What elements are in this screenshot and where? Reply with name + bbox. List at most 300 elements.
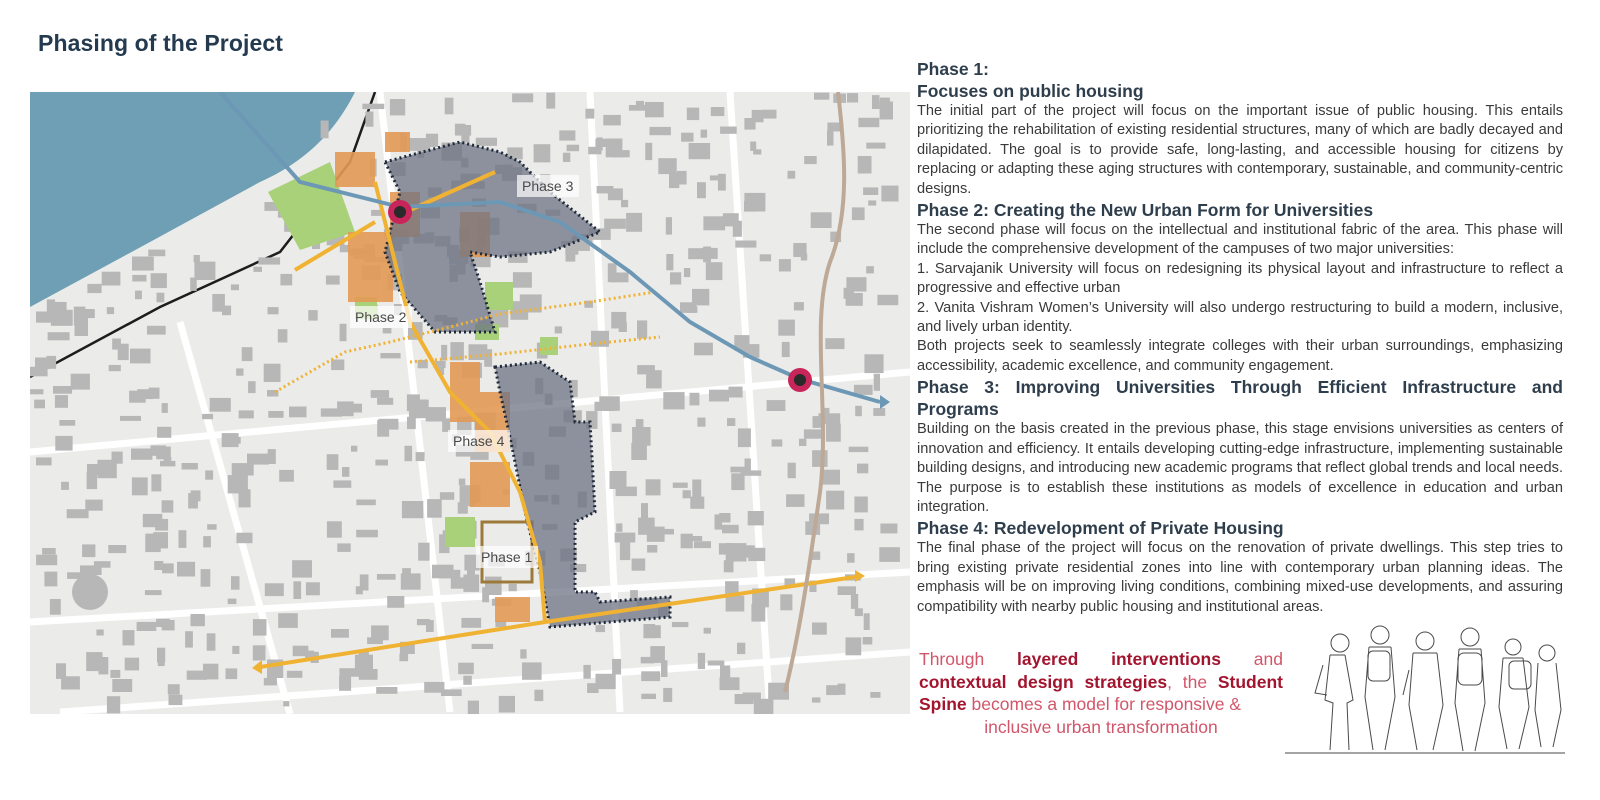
building	[767, 400, 786, 411]
building	[620, 542, 630, 560]
building	[376, 687, 397, 694]
phase1-label: Phase 1:	[917, 59, 989, 79]
building	[719, 513, 730, 523]
building	[520, 649, 526, 658]
building	[706, 262, 723, 280]
building	[658, 158, 676, 174]
building	[866, 266, 874, 273]
building	[637, 320, 647, 338]
building	[641, 671, 660, 681]
building	[85, 500, 102, 511]
building	[522, 662, 542, 679]
building	[148, 250, 165, 257]
building	[458, 663, 474, 675]
building	[534, 690, 543, 701]
building	[468, 701, 479, 714]
quote-text: becomes a model for responsive &	[966, 694, 1241, 714]
building	[59, 420, 75, 426]
building	[690, 393, 700, 406]
building	[681, 133, 693, 142]
building	[110, 670, 120, 678]
building	[132, 257, 154, 271]
building	[149, 388, 160, 399]
building	[86, 652, 102, 671]
building	[701, 130, 708, 138]
building	[677, 171, 687, 185]
building	[333, 480, 351, 487]
building	[74, 307, 86, 326]
quote-text: , the	[1167, 671, 1218, 692]
building	[337, 543, 350, 552]
building	[321, 121, 329, 139]
building	[485, 577, 502, 595]
building	[80, 565, 102, 575]
building	[645, 102, 664, 117]
building	[441, 689, 462, 696]
building	[48, 332, 70, 340]
building	[71, 374, 90, 390]
building	[194, 262, 215, 280]
phase3-body: Building on the basis created in the previous phase, this stage envisions universities as centers of innovation and efficiency. It entails developing cutting-edge infrastructure, implementing sustainable building designs, and introducing new academic programs that reflect global trends and local needs. The purpose is to establish these institutions as models of excellence in education and urban integration.	[917, 421, 1563, 515]
building	[877, 295, 898, 305]
building	[356, 530, 378, 538]
building	[458, 502, 468, 513]
building	[650, 127, 671, 135]
building	[342, 467, 349, 477]
phase3-label: Phase 3	[522, 178, 574, 194]
building	[445, 98, 454, 115]
building	[212, 294, 225, 312]
building	[880, 524, 897, 534]
building	[228, 599, 237, 605]
building	[268, 307, 279, 314]
phase2-item1: 1. Sarvajanik University will focus on redesigning its physical layout and infrastructure to reflect a progressive and effective urban	[917, 260, 1563, 297]
phase2-item2: 2. Vanita Vishram Women’s University will also undergo restructuring to build a modern, inclusive, and lively urban identity.	[917, 299, 1563, 336]
building	[641, 657, 655, 664]
page-title: Phasing of the Project	[38, 30, 284, 56]
building	[147, 326, 166, 335]
building	[151, 474, 161, 491]
station-marker-icon	[388, 200, 412, 224]
building	[226, 668, 238, 679]
building	[729, 387, 743, 398]
building	[130, 349, 151, 364]
building	[879, 547, 900, 562]
building	[719, 543, 733, 554]
building	[870, 692, 880, 698]
building	[210, 398, 231, 412]
building	[690, 497, 704, 509]
building	[157, 427, 171, 438]
building	[34, 400, 45, 409]
building	[236, 368, 243, 375]
building	[457, 125, 471, 136]
building	[744, 193, 765, 212]
building	[748, 548, 765, 561]
building	[326, 276, 340, 285]
building	[356, 586, 363, 594]
building	[663, 392, 684, 409]
building	[44, 572, 57, 587]
building	[612, 659, 621, 675]
building	[534, 144, 551, 162]
building	[646, 625, 661, 638]
building	[692, 480, 701, 499]
building	[463, 575, 479, 592]
building	[735, 241, 756, 248]
building	[405, 446, 413, 461]
quote-text: Through	[919, 649, 1017, 669]
building	[683, 490, 691, 498]
building	[179, 530, 187, 548]
building	[814, 93, 829, 100]
building	[154, 561, 163, 570]
phase-descriptions	[917, 58, 1563, 617]
building	[748, 511, 764, 525]
building	[182, 463, 198, 470]
building	[727, 418, 735, 426]
phase2-label: Phase 2	[355, 309, 407, 325]
building	[852, 207, 865, 220]
building	[666, 217, 672, 234]
building	[427, 499, 442, 518]
building	[499, 696, 515, 713]
building	[596, 674, 616, 689]
building	[647, 545, 657, 553]
building	[465, 557, 476, 567]
phase2-closing: Both projects seek to seamlessly integrate colleges with their urban surroundings, emphasizing accessibility, academic excellence, and community engagement.	[917, 338, 1563, 374]
building	[849, 447, 869, 452]
building	[399, 654, 408, 662]
building	[688, 248, 706, 259]
building	[132, 275, 146, 282]
building	[409, 400, 429, 419]
building	[36, 457, 52, 465]
building	[864, 354, 883, 373]
phase4-title: Phase 4: Redevelopment of Private Housing	[917, 518, 1284, 539]
building	[377, 574, 396, 580]
building	[55, 395, 68, 408]
building	[844, 288, 855, 299]
building	[135, 291, 142, 300]
building	[292, 560, 312, 577]
building	[857, 464, 868, 474]
phase1-body: The initial part of the project will focus on the important issue of public housing. This entails prioritizing the rehabilitation of existing residential structures, many of which are badly decayed and dilapidated. The goal is to provide safe, long-lasting, and accessible housing for citizens by replacing or adapting these aging structures with contemporary, sustainable, and community-centric designs.	[917, 103, 1563, 197]
building	[847, 553, 855, 563]
building	[36, 312, 51, 323]
building	[868, 200, 876, 205]
building	[160, 461, 175, 467]
building	[563, 153, 570, 162]
building	[156, 619, 170, 627]
building	[513, 272, 532, 288]
building	[85, 309, 95, 318]
building	[367, 637, 383, 644]
building	[239, 489, 251, 507]
building	[123, 630, 135, 645]
building	[863, 187, 878, 195]
building	[239, 410, 254, 418]
building	[595, 402, 615, 411]
quote-emphasis: contextual design strategies	[919, 671, 1168, 692]
building	[782, 342, 790, 357]
building	[268, 449, 276, 464]
building	[402, 501, 423, 518]
building	[42, 548, 56, 555]
building	[418, 543, 429, 561]
building	[606, 139, 623, 158]
building	[694, 541, 711, 548]
phase2-body: The second phase will focus on the intellectual and institutional fabric of the area. This phase will include the comprehensive development of the campuses of two major universities:	[917, 222, 1563, 258]
building	[87, 472, 98, 489]
building	[646, 370, 662, 388]
building	[854, 497, 867, 513]
building	[331, 360, 344, 371]
building	[51, 310, 73, 326]
building	[50, 599, 61, 615]
building	[242, 347, 253, 361]
building	[826, 685, 839, 695]
building	[102, 272, 121, 286]
building	[645, 143, 652, 160]
building	[738, 428, 751, 447]
building	[760, 254, 771, 261]
building	[610, 273, 629, 283]
building	[108, 545, 126, 553]
building	[509, 584, 517, 591]
building	[327, 521, 342, 537]
building	[725, 581, 739, 594]
building	[30, 389, 43, 394]
building	[264, 678, 277, 686]
building	[264, 364, 281, 382]
building	[371, 390, 389, 398]
building	[720, 127, 737, 134]
building	[416, 452, 425, 461]
building	[793, 243, 806, 257]
phase1-label: Phase 1	[481, 549, 533, 565]
building	[737, 643, 745, 654]
building	[663, 688, 672, 702]
building	[162, 500, 174, 512]
building	[461, 618, 481, 628]
building	[880, 98, 890, 113]
building	[185, 631, 193, 647]
phase1-title: Focuses on public housing	[917, 81, 1144, 101]
building	[512, 93, 533, 102]
building	[145, 590, 162, 595]
building	[82, 544, 95, 557]
building	[632, 559, 646, 571]
building	[641, 503, 648, 520]
building	[87, 284, 101, 293]
building	[612, 424, 622, 432]
building	[604, 219, 626, 229]
quote-last-line: inclusive urban transformation	[984, 716, 1218, 737]
building	[697, 182, 706, 198]
building	[120, 416, 141, 421]
building	[726, 596, 745, 612]
building	[450, 342, 464, 360]
building	[131, 449, 152, 460]
building	[846, 637, 862, 655]
building	[778, 320, 795, 336]
building	[61, 482, 69, 490]
building	[162, 563, 174, 573]
building	[112, 339, 121, 350]
building	[278, 613, 298, 628]
building	[359, 651, 369, 669]
phase3-title: Phase 3: Improving Universities Through Efficient Infrastructure and Programs	[917, 377, 1563, 420]
building	[387, 596, 404, 608]
building	[709, 390, 729, 402]
building	[362, 104, 384, 109]
building	[61, 676, 80, 689]
building	[112, 679, 132, 692]
phase4-body: The final phase of the project will focus on the renovation of private dwellings. This step tries to bring existing private residential zones into line with contemporary urban planning ideas. The emphasis will be on improving living conditions, combining mixed-use developments, and assuring compatibility with nearby public housing and institutional areas.	[917, 540, 1563, 615]
building	[351, 446, 357, 452]
building	[265, 583, 284, 596]
building	[630, 590, 638, 599]
building	[788, 171, 796, 179]
building	[390, 99, 405, 115]
building	[306, 582, 320, 595]
building	[711, 107, 725, 116]
building	[155, 519, 168, 531]
phasing-map	[30, 92, 910, 714]
building	[280, 274, 292, 286]
building	[724, 560, 734, 572]
building	[851, 594, 858, 609]
building	[799, 439, 806, 446]
building	[854, 519, 863, 531]
building	[794, 302, 804, 310]
building	[825, 338, 844, 349]
building	[779, 259, 791, 271]
building	[232, 463, 254, 475]
building	[762, 110, 777, 119]
building	[289, 407, 307, 418]
building	[874, 374, 880, 391]
building	[864, 613, 870, 630]
building	[375, 460, 388, 466]
phase4-label: Phase 4	[453, 433, 505, 449]
building	[697, 418, 705, 427]
building	[162, 403, 168, 413]
building	[735, 694, 754, 704]
building	[426, 620, 434, 632]
building	[402, 568, 411, 586]
building	[723, 213, 739, 226]
building	[689, 143, 711, 159]
building	[666, 254, 673, 270]
building	[788, 463, 796, 479]
building	[858, 118, 879, 127]
building	[472, 644, 494, 649]
phase2-title: Phase 2: Creating the New Urban Form for Universities	[917, 200, 1374, 221]
building	[191, 490, 201, 501]
round-building	[72, 574, 108, 610]
building	[632, 427, 651, 446]
building	[585, 109, 594, 119]
building	[672, 622, 689, 627]
building	[377, 398, 393, 405]
building	[826, 424, 841, 442]
building	[692, 289, 709, 306]
building	[207, 633, 216, 650]
building	[603, 115, 621, 126]
building	[151, 273, 167, 288]
building	[380, 353, 400, 358]
building	[258, 257, 280, 264]
building	[647, 527, 665, 542]
building	[337, 401, 354, 416]
building	[331, 629, 349, 638]
building	[203, 536, 211, 547]
building	[132, 477, 148, 495]
building	[222, 433, 239, 447]
building	[692, 536, 702, 541]
building	[107, 696, 120, 713]
building	[153, 532, 168, 548]
building	[641, 694, 656, 699]
building	[710, 175, 719, 180]
building	[812, 552, 820, 560]
building	[881, 186, 898, 202]
building	[47, 356, 57, 369]
building	[55, 436, 72, 451]
building	[383, 328, 392, 333]
building	[583, 665, 590, 679]
building	[621, 200, 628, 207]
building	[67, 509, 89, 518]
building	[704, 628, 711, 634]
students-walking-icon	[1285, 625, 1567, 760]
building	[168, 684, 180, 694]
building	[253, 267, 262, 272]
building	[278, 329, 288, 342]
building	[812, 623, 827, 635]
building	[53, 386, 72, 394]
building	[231, 284, 239, 290]
building	[772, 439, 783, 446]
building	[567, 145, 580, 152]
building	[780, 594, 792, 610]
building	[463, 676, 472, 685]
building	[610, 471, 627, 489]
building	[253, 645, 266, 660]
building	[459, 479, 466, 486]
building	[287, 671, 303, 678]
building	[718, 174, 726, 191]
building	[378, 419, 398, 426]
building	[694, 343, 713, 356]
building	[863, 637, 873, 645]
building	[308, 310, 317, 321]
building	[201, 569, 211, 587]
building	[750, 142, 756, 151]
building	[426, 134, 438, 147]
building	[827, 130, 834, 145]
building	[626, 213, 642, 232]
building	[619, 322, 627, 332]
building	[670, 272, 681, 284]
building	[187, 671, 207, 680]
building	[407, 417, 416, 429]
building	[441, 570, 460, 579]
building	[546, 93, 555, 109]
building	[855, 406, 862, 416]
